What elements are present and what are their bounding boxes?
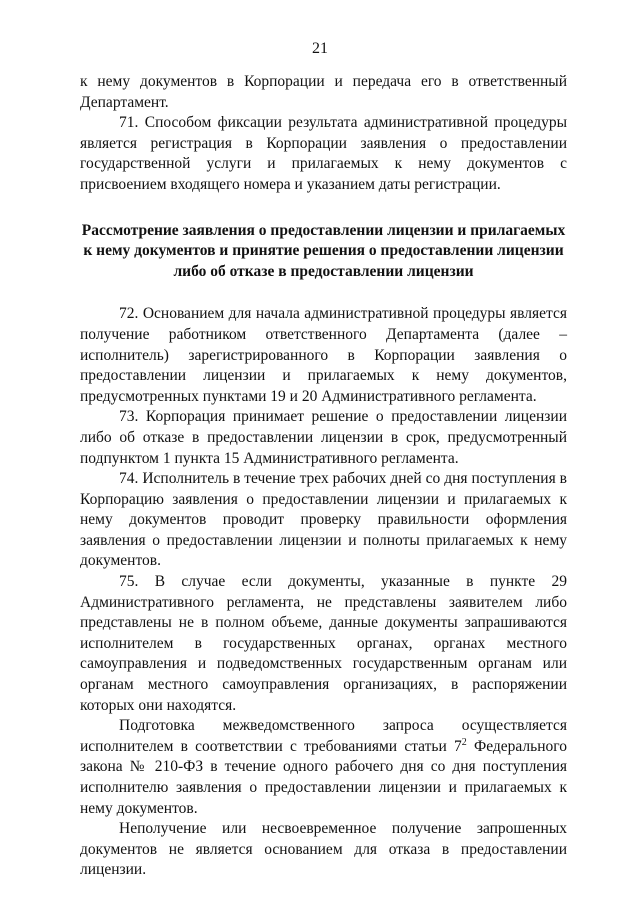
- paragraph-interagency-request: [80, 716, 567, 819]
- paragraph-72: 72. Основанием для начала административной процедуры является получение работником ответственного Департамента (далее – исполнитель) зарегистрированного в Корпорации заявления о предоставлении лицензии и прилагаемых к нему документов, предусмотренных пунктами 19 и 20 Административного регламента.: [80, 305, 567, 405]
- paragraph-74: 74. Исполнитель в течение трех рабочих дней со дня поступления в Корпорацию заявления о предоставлении лицензии и прилагаемых к нему документов проводит проверку правильности оформления заявления о предоставлении лицензии и полноты прилагаемых к нему документов.: [80, 470, 567, 570]
- section-heading: Рассмотрение заявления о предоставлении лицензии и прилагаемых к нему документов и принятие решения о предоставлении лицензии либо об отказе в предоставлении лицензии: [81, 221, 566, 280]
- paragraph-non-receipt: Неполучение или несвоевременное получение запрошенных документов не является основанием для отказа в предоставлении лицензии.: [80, 820, 567, 879]
- paragraph-71: 71. Способом фиксации результата административной процедуры является регистрация в Корпорации заявления о предоставлении государственной услуги и прилагаемых к нему документов с присвоением входящего номера и указанием даты регистрации.: [80, 114, 567, 193]
- statute-text-before: Подготовка межведомственного запроса осуществляется исполнителем в соответствии с требованиями статьи 7: [80, 717, 567, 755]
- paragraph-75: 75. В случае если документы, указанные в пункте 29 Административного регламента, не представлены заявителем либо представлены не в полном объеме, данные документы запрашиваются исполнителем в государственных органах, органах местного самоуправления и подведомственных государственным органам или органам местного самоуправления организациях, в распоряжении которых они находятся.: [80, 573, 567, 714]
- page-number: 21: [312, 40, 328, 57]
- statute-superscript: 2: [461, 736, 467, 748]
- paragraph-continuation: к нему документов в Корпорации и передача его в ответственный Департамент.: [80, 73, 567, 111]
- paragraph-73: 73. Корпорация принимает решение о предоставлении лицензии либо об отказе в предоставлении лицензии в срок, предусмотренный подпунктом 1 пункта 15 Административного регламента.: [80, 408, 567, 467]
- statute-text-after: Федерального закона № 210-ФЗ в течение одного рабочего дня со дня поступления исполнителю заявления о предоставлении лицензии и прилагаемых к нему документов.: [80, 737, 567, 817]
- document-body: [80, 72, 567, 881]
